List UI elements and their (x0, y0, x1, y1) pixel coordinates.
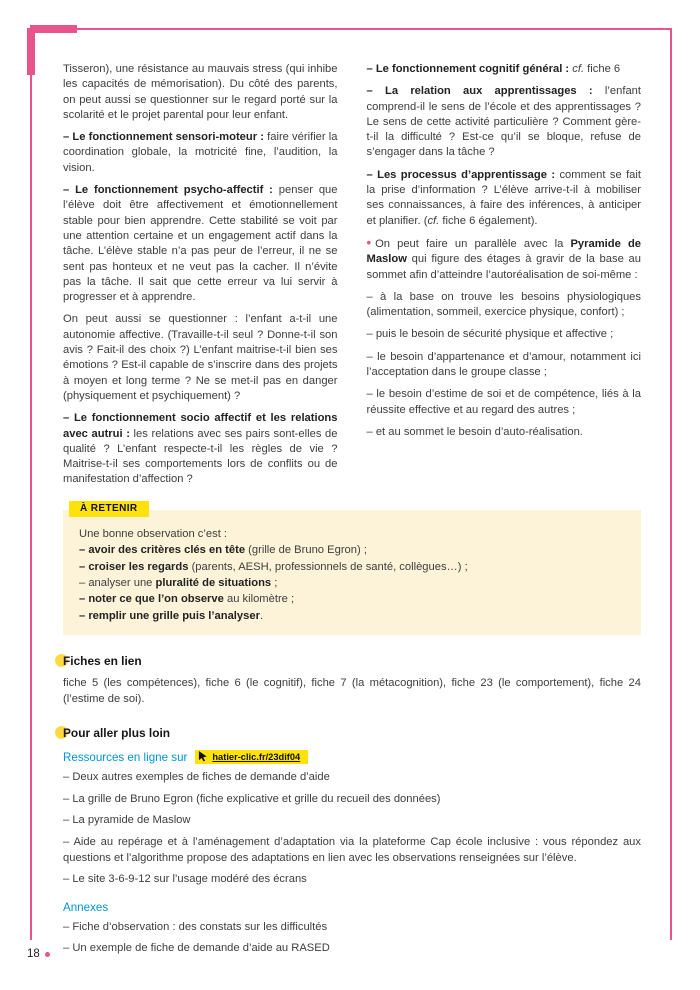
paragraph: – Le fonctionnement cognitif général : cf. fiche 6 (366, 63, 621, 75)
paragraph: – Le fonctionnement sensori-moteur : faire vérifier la coordination globale, la motricité fine, l’audition, la vision. (63, 131, 338, 174)
paragraph: • On peut faire un parallèle avec la Pyramide de Maslow qui figure des étages à gravir de la base au sommet afin d’atteindre l’autoréalisation de soi-même : (366, 234, 641, 281)
annex-item: – Un exemple de fiche de demande d’aide au RASED (63, 942, 330, 955)
linked-sheets-heading: Fiches en lien (63, 654, 641, 668)
bullet-icon: • (366, 234, 372, 250)
go-further-heading: Pour aller plus loin (63, 726, 641, 740)
paragraph: – La relation aux apprentissages : l’enfant comprend-il le sens de l’école et des apprentissages ? Le sens de cette activité particulière ? Comment gère-t-il la difficulté ? Est-ce qu’il se bloque, refuse de s’engager dans la tâche ? (366, 85, 641, 159)
paragraph: On peut aussi se questionner : l’enfant a-t-il une autonomie affective. (Travaille-t-il seul ? Donne-t-il son avis ? Fait-il des choix ?) L’enfant maitrise-t-il bien ses émotions ? Est-il capable de s’inscrire dans des projets à moyen et long terme ? Ne se met-il pas en danger (physiquement et psychiquement) ? (63, 313, 338, 402)
resource-item: – La grille de Bruno Egron (fiche explicative et grille du recueil des données) (63, 792, 441, 805)
paragraph: Tisseron), une résistance au mauvais stress (qui inhibe les capacités de mémorisation). Du côté des parents, on peut aussi se questionner sur le regard porté sur la scolarité et le projet parental pour leur enfant. (63, 63, 338, 121)
resource-item: – Le site 3-6-9-12 sur l’usage modéré des écrans (63, 873, 307, 886)
list-item: – et au sommet le besoin d’auto-réalisation. (366, 425, 583, 438)
hatier-clic-url: hatier-clic.fr/23dif04 (212, 751, 301, 762)
key-point-item: – noter ce que l’on observe au kilomètre ; (79, 593, 295, 606)
page-border-right (670, 28, 672, 940)
corner-accent-vertical (27, 28, 35, 75)
annexes-label: Annexes (63, 900, 109, 914)
key-points-box (63, 502, 641, 635)
paragraph-lead: – Le fonctionnement cognitif général : (366, 63, 573, 75)
list-item: – à la base on trouve les besoins physiologiques (alimentation, sommeil, exercice physique, confort) ; (366, 290, 641, 319)
paragraph: – Le fonctionnement psycho-affectif : penser que l’élève doit être affectivement et émotionnellement stable pour bien apprendre. Cette stabilité se voit par une attention certaine et un engagement actif dans la tâche. L’élève stable n’a pas peur de l’erreur, il ne se sent pas honteux et ne veut pas la cacher. Il n’évite pas la tâche. Il sait que cette erreur va lui servir à progresser et à apprendre. (63, 184, 338, 304)
key-points-label: À RETENIR (69, 501, 149, 517)
hatier-clic-link[interactable] (195, 750, 308, 764)
resource-item: – La pyramide de Maslow (63, 814, 191, 827)
linked-sheets-text: fiche 5 (les compétences), fiche 6 (le cognitif), fiche 7 (la métacognition), fiche 23 (le comportement), fiche 24 (l’estime de soi). (63, 677, 641, 706)
left-column (63, 62, 338, 495)
key-point-item: – croiser les regards (parents, AESH, professionnels de santé, collègues…) ; (79, 560, 468, 573)
key-point-item: – avoir des critères clés en tête (grille de Bruno Egron) ; (79, 544, 367, 557)
page-border-left (30, 28, 32, 940)
right-column (367, 62, 642, 495)
paragraph-lead: – Les processus d’apprentissage : (366, 168, 556, 181)
cursor-icon (198, 751, 209, 762)
two-column-text (63, 62, 641, 495)
annex-item: – Fiche d’observation : des constats sur les difficultés (63, 920, 328, 933)
list-item: – le besoin d’appartenance et d’amour, notamment ici l’acceptation dans le groupe classe ; (366, 350, 641, 379)
page-content (63, 62, 641, 957)
paragraph-emphasis: Pyramide de Maslow (366, 237, 641, 266)
resource-item: – Deux autres exemples de fiches de demande d’aide (63, 771, 330, 784)
paragraph-lead: – Le fonctionnement psycho-affectif : (63, 184, 273, 197)
key-point-item: – analyser une pluralité de situations ; (79, 576, 278, 589)
paragraph-lead: – La relation aux apprentissages : (366, 85, 593, 98)
online-resources-line (63, 750, 641, 764)
list-item: – puis le besoin de sécurité physique et affective ; (366, 328, 614, 341)
online-resources-label: Ressources en ligne sur (63, 750, 188, 764)
corner-accent-horizontal (30, 25, 77, 33)
resource-item: – Aide au repérage et à l’aménagement d’adaptation via la plateforme Cap école inclusive : vous répondez aux questions et l’algorithme propose des adaptations en lien avec les observations renseignées sur l’élève. (63, 835, 641, 864)
key-point-item: – remplir une grille puis l’analyser. (79, 609, 264, 622)
list-item: – le besoin d’estime de soi et de compétence, liés à la réussite effective et au regard des autres ; (366, 388, 641, 416)
paragraph-lead: – Le fonctionnement sensori-moteur : (63, 131, 264, 144)
paragraph: – Les processus d’apprentissage : comment se fait la prise d’information ? L’élève arrive-t-il à mobiliser ses connaissances, à faire des inférences, à anticiper et planifier. (cf. fiche 6 également). (366, 168, 641, 227)
page-border-top (30, 28, 672, 30)
paragraph-lead: – Le fonctionnement socio affectif et les relations avec autrui : (63, 412, 338, 440)
page-footer (27, 948, 50, 960)
pink-dot-icon (45, 952, 50, 957)
page-number: 18 (27, 948, 40, 960)
key-points-intro: Une bonne observation c’est : (79, 527, 228, 540)
paragraph: – Le fonctionnement socio affectif et les relations avec autrui : les relations avec ses pairs sont-elles de qualité ? L’enfant respecte-t-il les règles de vie ? Maitrise-t-il ses comportements lors de conflits ou de manifestation d’affection ? (63, 412, 338, 486)
